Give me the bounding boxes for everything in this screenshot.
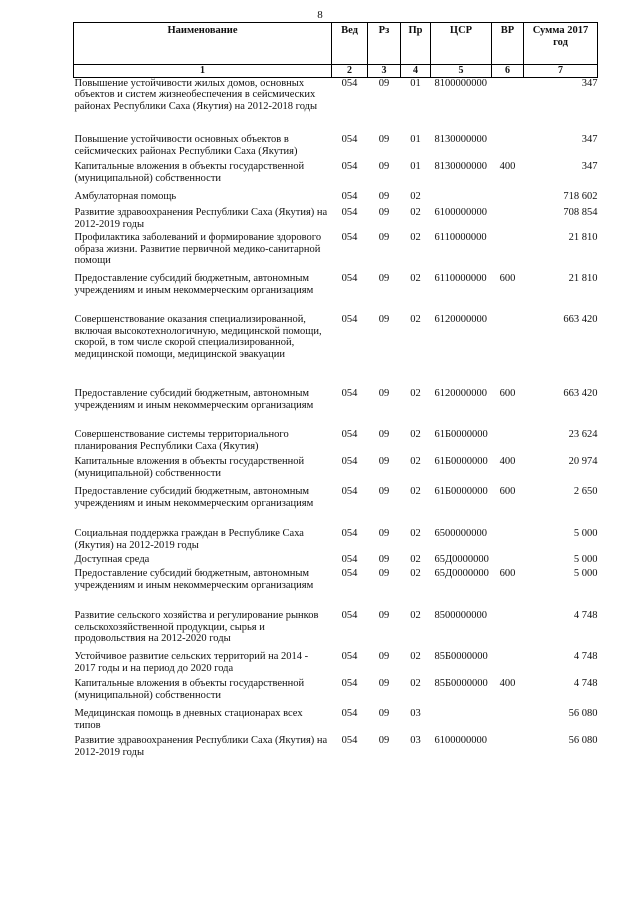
row-sum: 663 420 [563,388,598,399]
row-rz: 09 [378,651,390,662]
table-row [74,610,598,651]
row-csr: 6110000000 [434,273,487,284]
row-pr: 02 [410,429,421,440]
row-name: Предоставление субсидий бюджетным, автономным учреждениям и иным некоммерческим организациям [74,273,314,296]
row-pr: 01 [410,77,421,89]
header-num-6: 6 [492,65,524,78]
header-num-5: 5 [431,65,492,78]
row-csr: 8500000000 [434,610,487,621]
table-row [74,429,598,456]
row-ved: 054 [341,77,358,89]
row-vr [492,528,524,554]
row-sum: 20 974 [568,456,598,467]
row-csr: 6110000000 [434,232,487,243]
row-ved: 054 [341,678,358,689]
table-row [74,388,598,429]
row-name: Профилактика заболеваний и формирование здорового образа жизни. Развитие первичной медико-санитарной помощи [74,232,322,266]
row-ved: 054 [341,191,358,202]
row-rz: 09 [378,191,390,202]
row-vr [492,651,524,678]
header-csr: ЦСР [431,23,492,65]
row-pr: 02 [410,651,421,662]
row-rz: 09 [378,486,390,497]
header-pr: Пр [401,23,431,65]
row-vr: 600 [499,273,516,284]
row-sum: 708 854 [563,207,598,218]
header-name: Наименование [74,23,332,65]
row-vr [492,207,524,232]
row-rz: 09 [378,161,390,172]
row-sum: 347 [581,77,598,89]
row-name: Доступная среда [74,554,150,565]
row-vr: 400 [499,456,516,467]
row-pr: 02 [410,486,421,497]
row-pr: 02 [410,232,421,243]
row-name: Совершенствование оказания специализированной, включая высокотехнологичную, медицинской помощи, скорой, в том числе скорой специализированной, медицинской помощи, медицинской эвакуации [74,314,322,360]
header-num-4: 4 [401,65,431,78]
row-rz: 09 [378,554,390,565]
row-rz: 09 [378,708,390,719]
row-sum: 56 080 [568,708,598,719]
row-pr: 02 [410,528,421,539]
row-csr: 6120000000 [434,314,487,325]
row-rz: 09 [378,678,390,689]
row-csr: 65Д0000000 [434,554,489,565]
table-row [74,77,598,134]
row-vr: 600 [499,388,516,399]
row-rz: 09 [378,429,390,440]
table-row [74,554,598,568]
row-ved: 054 [341,232,358,243]
table-row [74,161,598,191]
row-csr: 61Б0000000 [434,429,488,440]
row-sum: 2 650 [573,486,598,497]
row-vr [492,77,524,134]
row-rz: 09 [378,456,390,467]
row-name: Предоставление субсидий бюджетным, автономным учреждениям и иным некоммерческим организациям [74,388,314,411]
header-rz: Рз [368,23,401,65]
row-vr [492,735,524,763]
row-vr: 400 [499,678,516,689]
row-csr [431,708,492,735]
row-rz: 09 [378,134,390,145]
row-ved: 054 [341,388,358,399]
row-sum: 718 602 [563,191,598,202]
row-rz: 09 [378,232,390,243]
row-name: Повышение устойчивости жилых домов, основных объектов и систем жизнеобеспечения в сейсмических районах Республики Саха (Якутия) на 2012-2018 годы [74,77,318,112]
row-sum: 663 420 [563,314,598,325]
row-vr [492,708,524,735]
row-vr [492,314,524,388]
row-sum: 56 080 [568,735,598,746]
row-vr [492,429,524,456]
header-num-1: 1 [74,65,332,78]
row-name: Развитие здравоохранения Республики Саха (Якутия) на 2012-2019 годы [74,207,328,230]
row-name: Медицинская помощь в дневных стационарах всех типов [74,708,303,731]
table-row [74,456,598,486]
row-vr [492,610,524,651]
row-name: Повышение устойчивости основных объектов в сейсмических районах Республики Саха (Якутия) [74,134,298,157]
row-pr: 02 [410,678,421,689]
table-row [74,568,598,610]
header-num-7: 7 [524,65,598,78]
row-rz: 09 [378,273,390,284]
row-vr: 600 [499,486,516,497]
table-row [74,191,598,207]
row-csr: 61Б0000000 [434,486,488,497]
row-pr: 01 [410,161,421,172]
row-pr: 02 [410,314,421,325]
row-pr: 03 [410,708,421,719]
row-rz: 09 [378,610,390,621]
row-vr: 400 [499,161,516,172]
row-csr: 6100000000 [434,207,487,218]
row-sum: 23 624 [568,429,598,440]
row-ved: 054 [341,568,358,579]
row-ved: 054 [341,708,358,719]
row-pr: 02 [410,568,421,579]
row-ved: 054 [341,528,358,539]
row-name: Капитальные вложения в объекты государственной (муниципальной) собственности [74,161,305,184]
row-pr: 02 [410,388,421,399]
row-csr: 6100000000 [434,735,487,746]
row-csr: 61Б0000000 [434,456,488,467]
row-sum: 5 000 [573,568,598,579]
row-ved: 054 [341,735,358,746]
header-ved: Вед [332,23,368,65]
row-pr: 02 [410,273,421,284]
row-name: Развитие сельского хозяйства и регулирование рынков сельскохозяйственной продукции, сырья и продовольствия на 2012-2020 годы [74,610,319,644]
row-name: Капитальные вложения в объекты государственной (муниципальной) собственности [74,678,305,701]
header-num-3: 3 [368,65,401,78]
table-row [74,735,598,763]
row-ved: 054 [341,486,358,497]
row-ved: 054 [341,610,358,621]
row-ved: 054 [341,207,358,218]
table-row [74,708,598,735]
row-rz: 09 [378,388,390,399]
table-row [74,678,598,708]
row-csr: 8130000000 [434,161,487,172]
table-row [74,486,598,528]
row-csr: 8100000000 [434,77,487,89]
table-body [74,77,598,763]
row-pr: 03 [410,735,421,746]
row-csr: 6500000000 [434,528,487,539]
row-csr: 65Д0000000 [434,568,489,579]
row-sum: 4 748 [573,651,598,662]
row-pr: 02 [410,191,421,202]
row-name: Совершенствование системы территориального планирования Республики Саха (Якутия) [74,429,289,452]
row-sum: 5 000 [573,554,598,565]
row-pr: 02 [410,456,421,467]
row-vr [492,191,524,207]
row-name: Социальная поддержка граждан в Республике Саха (Якутия) на 2012-2019 годы [74,528,304,551]
row-rz: 09 [378,735,390,746]
row-sum: 347 [581,161,598,172]
row-sum: 5 000 [573,528,598,539]
row-ved: 054 [341,429,358,440]
row-name: Предоставление субсидий бюджетным, автономным учреждениям и иным некоммерческим организациям [74,568,314,591]
table-row [74,273,598,314]
budget-table [73,22,598,763]
row-sum: 4 748 [573,678,598,689]
row-name: Предоставление субсидий бюджетным, автономным учреждениям и иным некоммерческим организациям [74,486,314,509]
table-row [74,207,598,232]
row-pr: 02 [410,610,421,621]
row-csr [431,191,492,207]
row-ved: 054 [341,273,358,284]
row-sum: 4 748 [573,610,598,621]
row-rz: 09 [378,568,390,579]
row-ved: 054 [341,134,358,145]
row-rz: 09 [378,77,390,89]
row-rz: 09 [378,528,390,539]
row-ved: 054 [341,651,358,662]
row-pr: 01 [410,134,421,145]
row-name: Развитие здравоохранения Республики Саха (Якутия) на 2012-2019 годы [74,735,328,758]
row-rz: 09 [378,207,390,218]
row-vr [492,554,524,568]
header-vr: ВР [492,23,524,65]
row-pr: 02 [410,554,421,565]
row-vr [492,134,524,161]
row-csr: 85Б0000000 [434,678,488,689]
row-vr: 600 [499,568,516,579]
row-sum: 347 [581,134,598,145]
row-csr: 6120000000 [434,388,487,399]
row-name: Устойчивое развитие сельских территорий на 2014 - 2017 годы и на период до 2020 года [74,651,309,674]
table-row [74,232,598,273]
row-ved: 054 [341,314,358,325]
row-name: Амбулаторная помощь [74,191,177,202]
row-vr [492,232,524,273]
header-sum: Сумма 2017 год [524,23,598,65]
row-csr: 8130000000 [434,134,487,145]
row-ved: 054 [341,554,358,565]
row-pr: 02 [410,207,421,218]
row-csr: 85Б0000000 [434,651,488,662]
table-row [74,651,598,678]
row-rz: 09 [378,314,390,325]
table-row [74,528,598,554]
row-sum: 21 810 [568,232,598,243]
table-row [74,314,598,388]
row-ved: 054 [341,161,358,172]
table-row [74,134,598,161]
row-name: Капитальные вложения в объекты государственной (муниципальной) собственности [74,456,305,479]
page-number: 8 [317,9,323,21]
header-num-2: 2 [332,65,368,78]
row-ved: 054 [341,456,358,467]
row-sum: 21 810 [568,273,598,284]
